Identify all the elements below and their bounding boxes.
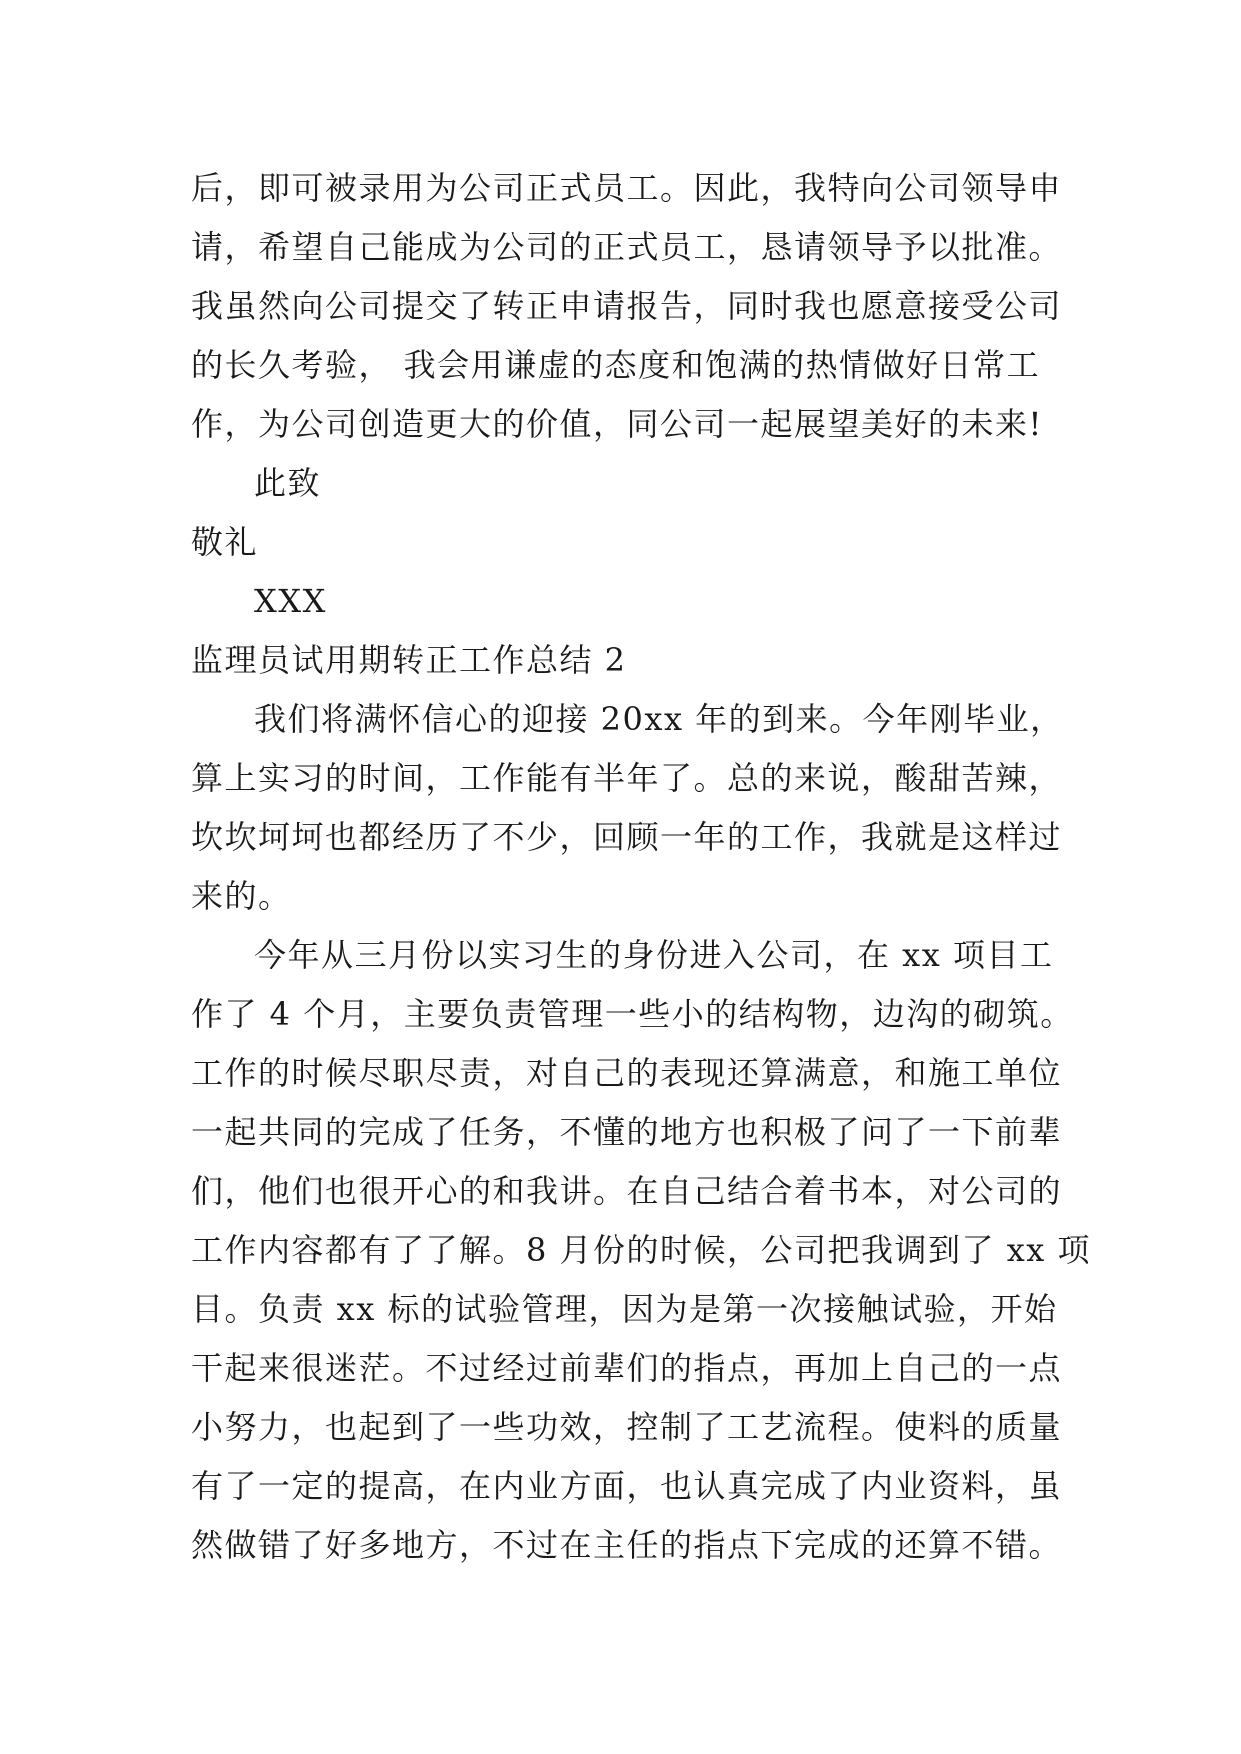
body-text-line: 我们将满怀信心的迎接 20xx 年的到来。今年刚毕业， (254, 700, 1064, 738)
body-text-line: 们，他们也很开心的和我讲。在自己结合着书本，对公司的 (191, 1172, 1063, 1210)
body-text-line: 作了 4 个月，主要负责管理一些小的结构物，边沟的砌筑。 (191, 995, 1074, 1033)
body-text-line: 有了一定的提高，在内业方面，也认真完成了内业资料，虽 (191, 1467, 1063, 1505)
section-title: 监理员试用期转正工作总结 2 (191, 641, 627, 679)
body-text-line: 然做错了好多地方，不过在主任的指点下完成的还算不错。 (191, 1526, 1063, 1564)
body-text-line: 今年从三月份以实习生的身份进入公司，在 xx 项目工 (254, 936, 1054, 974)
body-text-line: 的长久考验， 我会用谦虚的态度和饱满的热情做好日常工 (191, 346, 1041, 384)
body-text-line: 作，为公司创造更大的价值，同公司一起展望美好的未来! (191, 405, 1043, 443)
body-text-line: 算上实习的时间，工作能有半年了。总的来说，酸甜苦辣， (191, 759, 1063, 797)
body-text-line: 工作内容都有了了解。8 月份的时候，公司把我调到了 xx 项 (191, 1231, 1091, 1269)
closing-regards: 敬礼 (191, 523, 259, 561)
body-text-line: 干起来很迷茫。不过经过前辈们的指点，再加上自己的一点 (191, 1349, 1063, 1387)
body-text-line: 我虽然向公司提交了转正申请报告，同时我也愿意接受公司 (191, 287, 1063, 325)
body-text-line: 工作的时候尽职尽责，对自己的表现还算满意，和施工单位 (191, 1054, 1063, 1092)
signature-name: XXX (254, 582, 327, 620)
body-text-line: 目。负责 xx 标的试验管理，因为是第一次接触试验，开始 (191, 1290, 1058, 1328)
body-text-line: 请，希望自己能成为公司的正式员工，恳请领导予以批准。 (191, 228, 1063, 266)
body-text-line: 一起共同的完成了任务，不懂的地方也积极了问了一下前辈 (191, 1113, 1063, 1151)
body-text-line: 坎坎坷坷也都经历了不少，回顾一年的工作，我就是这样过 (191, 818, 1063, 856)
body-text-line: 小努力，也起到了一些功效，控制了工艺流程。使料的质量 (191, 1408, 1063, 1446)
body-text-line: 来的。 (191, 877, 292, 915)
closing-salutation: 此致 (254, 464, 322, 502)
body-text-line: 后，即可被录用为公司正式员工。因此，我特向公司领导申 (191, 169, 1063, 207)
